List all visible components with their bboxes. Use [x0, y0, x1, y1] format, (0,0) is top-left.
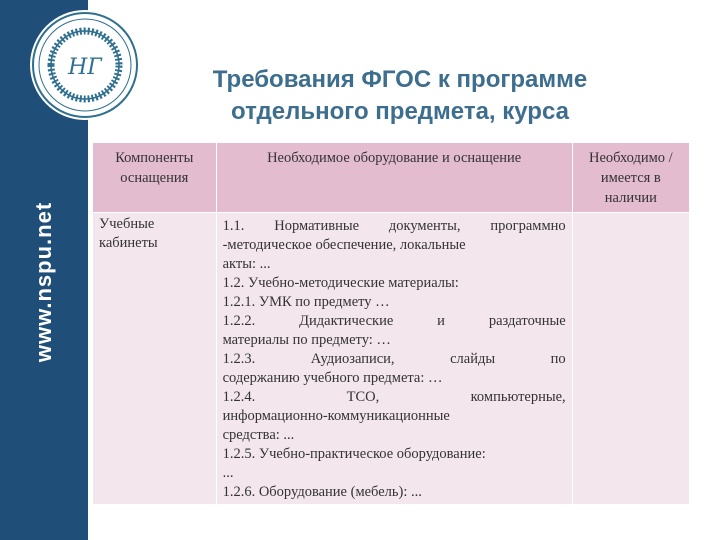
title-line-1: Требования ФГОС к программе: [212, 66, 588, 93]
page-title: [150, 64, 650, 128]
row-component: Учебные кабинеты: [93, 213, 217, 505]
requirement-line: -методическое обеспечение, локальные: [222, 237, 466, 253]
row-requirements: [216, 213, 572, 505]
requirement-line: 1.1. Нормативные документы, программно: [222, 218, 566, 234]
header-availability: Необходимо / имеется в наличии: [572, 143, 689, 213]
requirement-line: 1.2. Учебно-методические материалы:: [222, 275, 459, 291]
requirement-line: материалы по предмету: …: [222, 332, 391, 348]
header-equipment: Необходимое оборудование и оснащение: [216, 143, 572, 213]
requirements-table: [92, 142, 690, 505]
header-components: Компоненты оснащения: [93, 143, 217, 213]
row-availability: [572, 213, 689, 505]
requirement-line: 1.2.5. Учебно-практическое оборудование:: [222, 446, 486, 462]
table-header-row: [93, 143, 690, 213]
requirement-line: ...: [222, 465, 234, 481]
requirement-line: 1.2.3. Аудиозаписи, слайды по: [222, 351, 566, 367]
logo-monogram: НГ: [68, 55, 102, 80]
requirement-line: акты: ...: [222, 256, 271, 272]
requirement-line: средства: ...: [222, 427, 295, 443]
requirement-line: 1.2.1. УМК по предмету …: [222, 294, 390, 310]
requirement-line: содержанию учебного предмета: …: [222, 370, 443, 386]
requirement-line: 1.2.4. ТСО, компьютерные,: [222, 389, 566, 405]
site-url-label: www.nspu.net: [31, 201, 56, 363]
requirement-line: 1.2.6. Оборудование (мебель): ...: [222, 484, 422, 500]
logo-graphic: [30, 10, 140, 120]
requirement-line: 1.2.2. Дидактические и раздаточные: [222, 313, 566, 329]
title-line-2: отдельного предмета, курса: [231, 98, 569, 125]
table-row: [93, 213, 690, 505]
requirement-line: информационно-коммуникационные: [222, 408, 450, 424]
university-seal-icon: [30, 10, 140, 120]
